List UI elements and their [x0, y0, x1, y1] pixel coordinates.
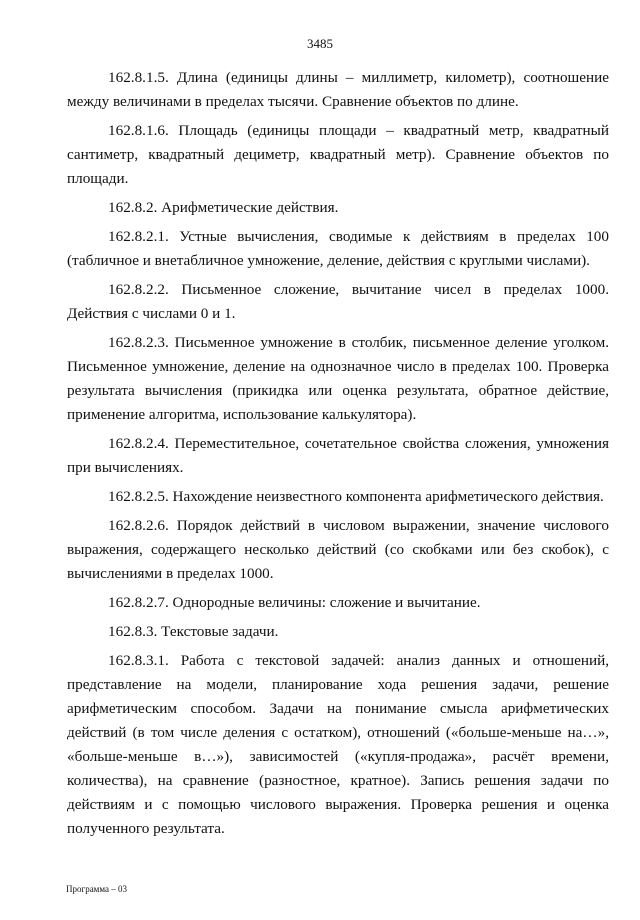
- paragraph-162-8-3-1: 162.8.3.1. Работа с текстовой задачей: анализ данных и отношений, представление на модели, планирование хода решения задачи, решение арифметическим способом. Задачи на понимание смысла арифметических действий (в том числе деления с остатком), отношений («больше-меньше на…», «больше-меньше в…»), зависимостей («купля-продажа», расчёт времени, количества), на сравнение (разностное, кратное). Запись решения задачи по действиям и с помощью числового выражения. Проверка решения и оценка полученного результата.: [67, 652, 609, 837]
- paragraph-162-8-2-5: 162.8.2.5. Нахождение неизвестного компонента арифметического действия.: [108, 488, 604, 505]
- paragraph-162-8-2-2: 162.8.2.2. Письменное сложение, вычитание чисел в пределах 1000. Действия с числами 0 и 1.: [67, 281, 609, 322]
- paragraph-162-8-2-7: 162.8.2.7. Однородные величины: сложение и вычитание.: [108, 594, 481, 611]
- document-body: [67, 66, 609, 846]
- paragraph-162-8-2-6: 162.8.2.6. Порядок действий в числовом выражении, значение числового выражения, содержащего несколько действий (со скобками или без скобок), с вычислениями в пределах 1000.: [67, 517, 609, 582]
- paragraph-162-8-3: 162.8.3. Текстовые задачи.: [108, 623, 279, 640]
- footer-label: Программа – 03: [66, 884, 128, 894]
- paragraph-162-8-2-1: 162.8.2.1. Устные вычисления, сводимые к действиям в пределах 100 (табличное и внетабличное умножение, деление, действия с круглыми числами).: [67, 228, 609, 269]
- paragraph-162-8-2-4: 162.8.2.4. Переместительное, сочетательное свойства сложения, умножения при вычислениях.: [67, 435, 609, 476]
- paragraph-162-8-2-3: 162.8.2.3. Письменное умножение в столбик, письменное деление уголком. Письменное умножение, деление на однозначное число в пределах 100. Проверка результата вычисления (прикидка или оценка результата, обратное действие, применение алгоритма, использование калькулятора).: [67, 334, 609, 423]
- paragraph-162-8-1-5: 162.8.1.5. Длина (единицы длины – миллиметр, километр), соотношение между величинами в пределах тысячи. Сравнение объектов по длине.: [67, 69, 609, 110]
- page-number: 3485: [307, 36, 333, 51]
- paragraph-162-8-2: 162.8.2. Арифметические действия.: [108, 199, 339, 216]
- paragraph-162-8-1-6: 162.8.1.6. Площадь (единицы площади – квадратный метр, квадратный сантиметр, квадратный дециметр, квадратный метр). Сравнение объектов по площади.: [67, 122, 609, 187]
